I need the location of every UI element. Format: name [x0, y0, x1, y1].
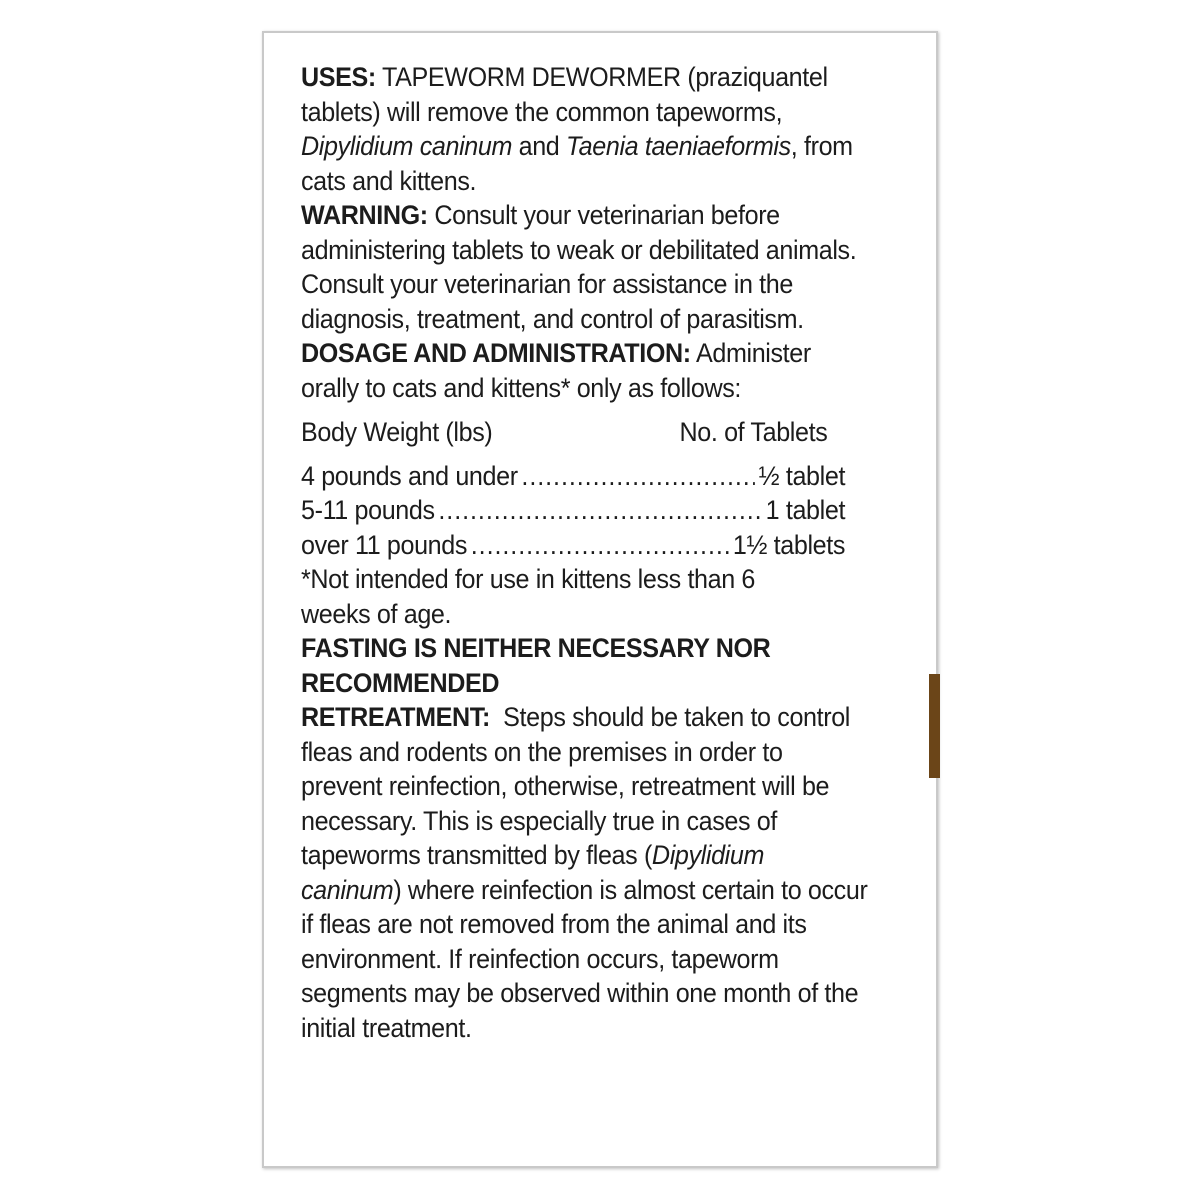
- consult-paragraph: Consult your veterinarian for assistance in the diagnosis, treatment, and control of parasitism.: [301, 269, 804, 334]
- dosage-weight: over 11 pounds: [301, 529, 468, 560]
- dosage-tablets: ½ tablet: [758, 460, 846, 491]
- dosage-row: [301, 493, 845, 528]
- fasting-notice: FASTING IS NEITHER NECESSARY NOR RECOMMENDED: [301, 633, 771, 698]
- dosage-table-header: [301, 415, 868, 450]
- dosage-text: Administer orally to cats and kittens* only as follows:: [301, 338, 811, 403]
- brown-accent-tab: [929, 674, 940, 778]
- uses-heading: USES:: [301, 62, 376, 92]
- uses-species-2: Taenia taeniaeformis: [566, 131, 791, 161]
- uses-text-1: TAPEWORM DEWORMER (praziquantel tablets) will remove the common tapeworms,: [301, 62, 828, 127]
- dot-leader: [521, 459, 755, 494]
- retreatment-text-2: ) where reinfection is almost certain to occur if fleas are not removed from the animal and its environment. If reinfection occurs, tapeworm segments may be observed within one month of the initial treatment.: [301, 874, 868, 1043]
- dosage-row: [301, 528, 845, 563]
- warning-text: Consult your veterinarian before administering tablets to weak or debilitated animals.: [301, 200, 857, 265]
- uses-text-2: , from cats and kittens.: [301, 131, 853, 196]
- uses-paragraph: [301, 60, 868, 198]
- dot-leader: [471, 528, 729, 563]
- dosage-heading: DOSAGE AND ADMINISTRATION:: [301, 338, 691, 368]
- dosage-table: [301, 459, 845, 563]
- retreatment-heading: RETREATMENT:: [301, 702, 490, 732]
- col-no-of-tablets: No. of Tablets: [679, 417, 828, 447]
- dosage-tablets: 1½ tablets: [732, 529, 846, 560]
- dosage-tablets: 1 tablet: [765, 495, 846, 525]
- label-content: [301, 60, 868, 1045]
- uses-and: and: [512, 131, 567, 161]
- uses-species-1: Dipylidium caninum: [301, 131, 513, 161]
- warning-paragraph: [301, 198, 868, 267]
- dosage-row: [301, 459, 845, 494]
- col-body-weight: Body Weight (lbs): [301, 417, 493, 447]
- dot-leader: [438, 493, 762, 528]
- age-footnote: *Not intended for use in kittens less than 6 weeks of age.: [301, 564, 756, 629]
- warning-heading: WARNING:: [301, 200, 428, 230]
- retreatment-paragraph: [301, 700, 868, 1045]
- dosage-weight: 5-11 pounds: [301, 495, 435, 525]
- retreatment-text-1: Steps should be taken to control fleas and rodents on the premises in order to prevent reinfection, otherwise, retreatment will be necessary. This is especially true in cases of tapeworms transmitted by fleas (: [301, 702, 857, 870]
- dosage-weight: 4 pounds and under: [301, 460, 518, 491]
- retreatment-species: Dipylidium caninum: [301, 840, 765, 905]
- dosage-paragraph: [301, 336, 868, 405]
